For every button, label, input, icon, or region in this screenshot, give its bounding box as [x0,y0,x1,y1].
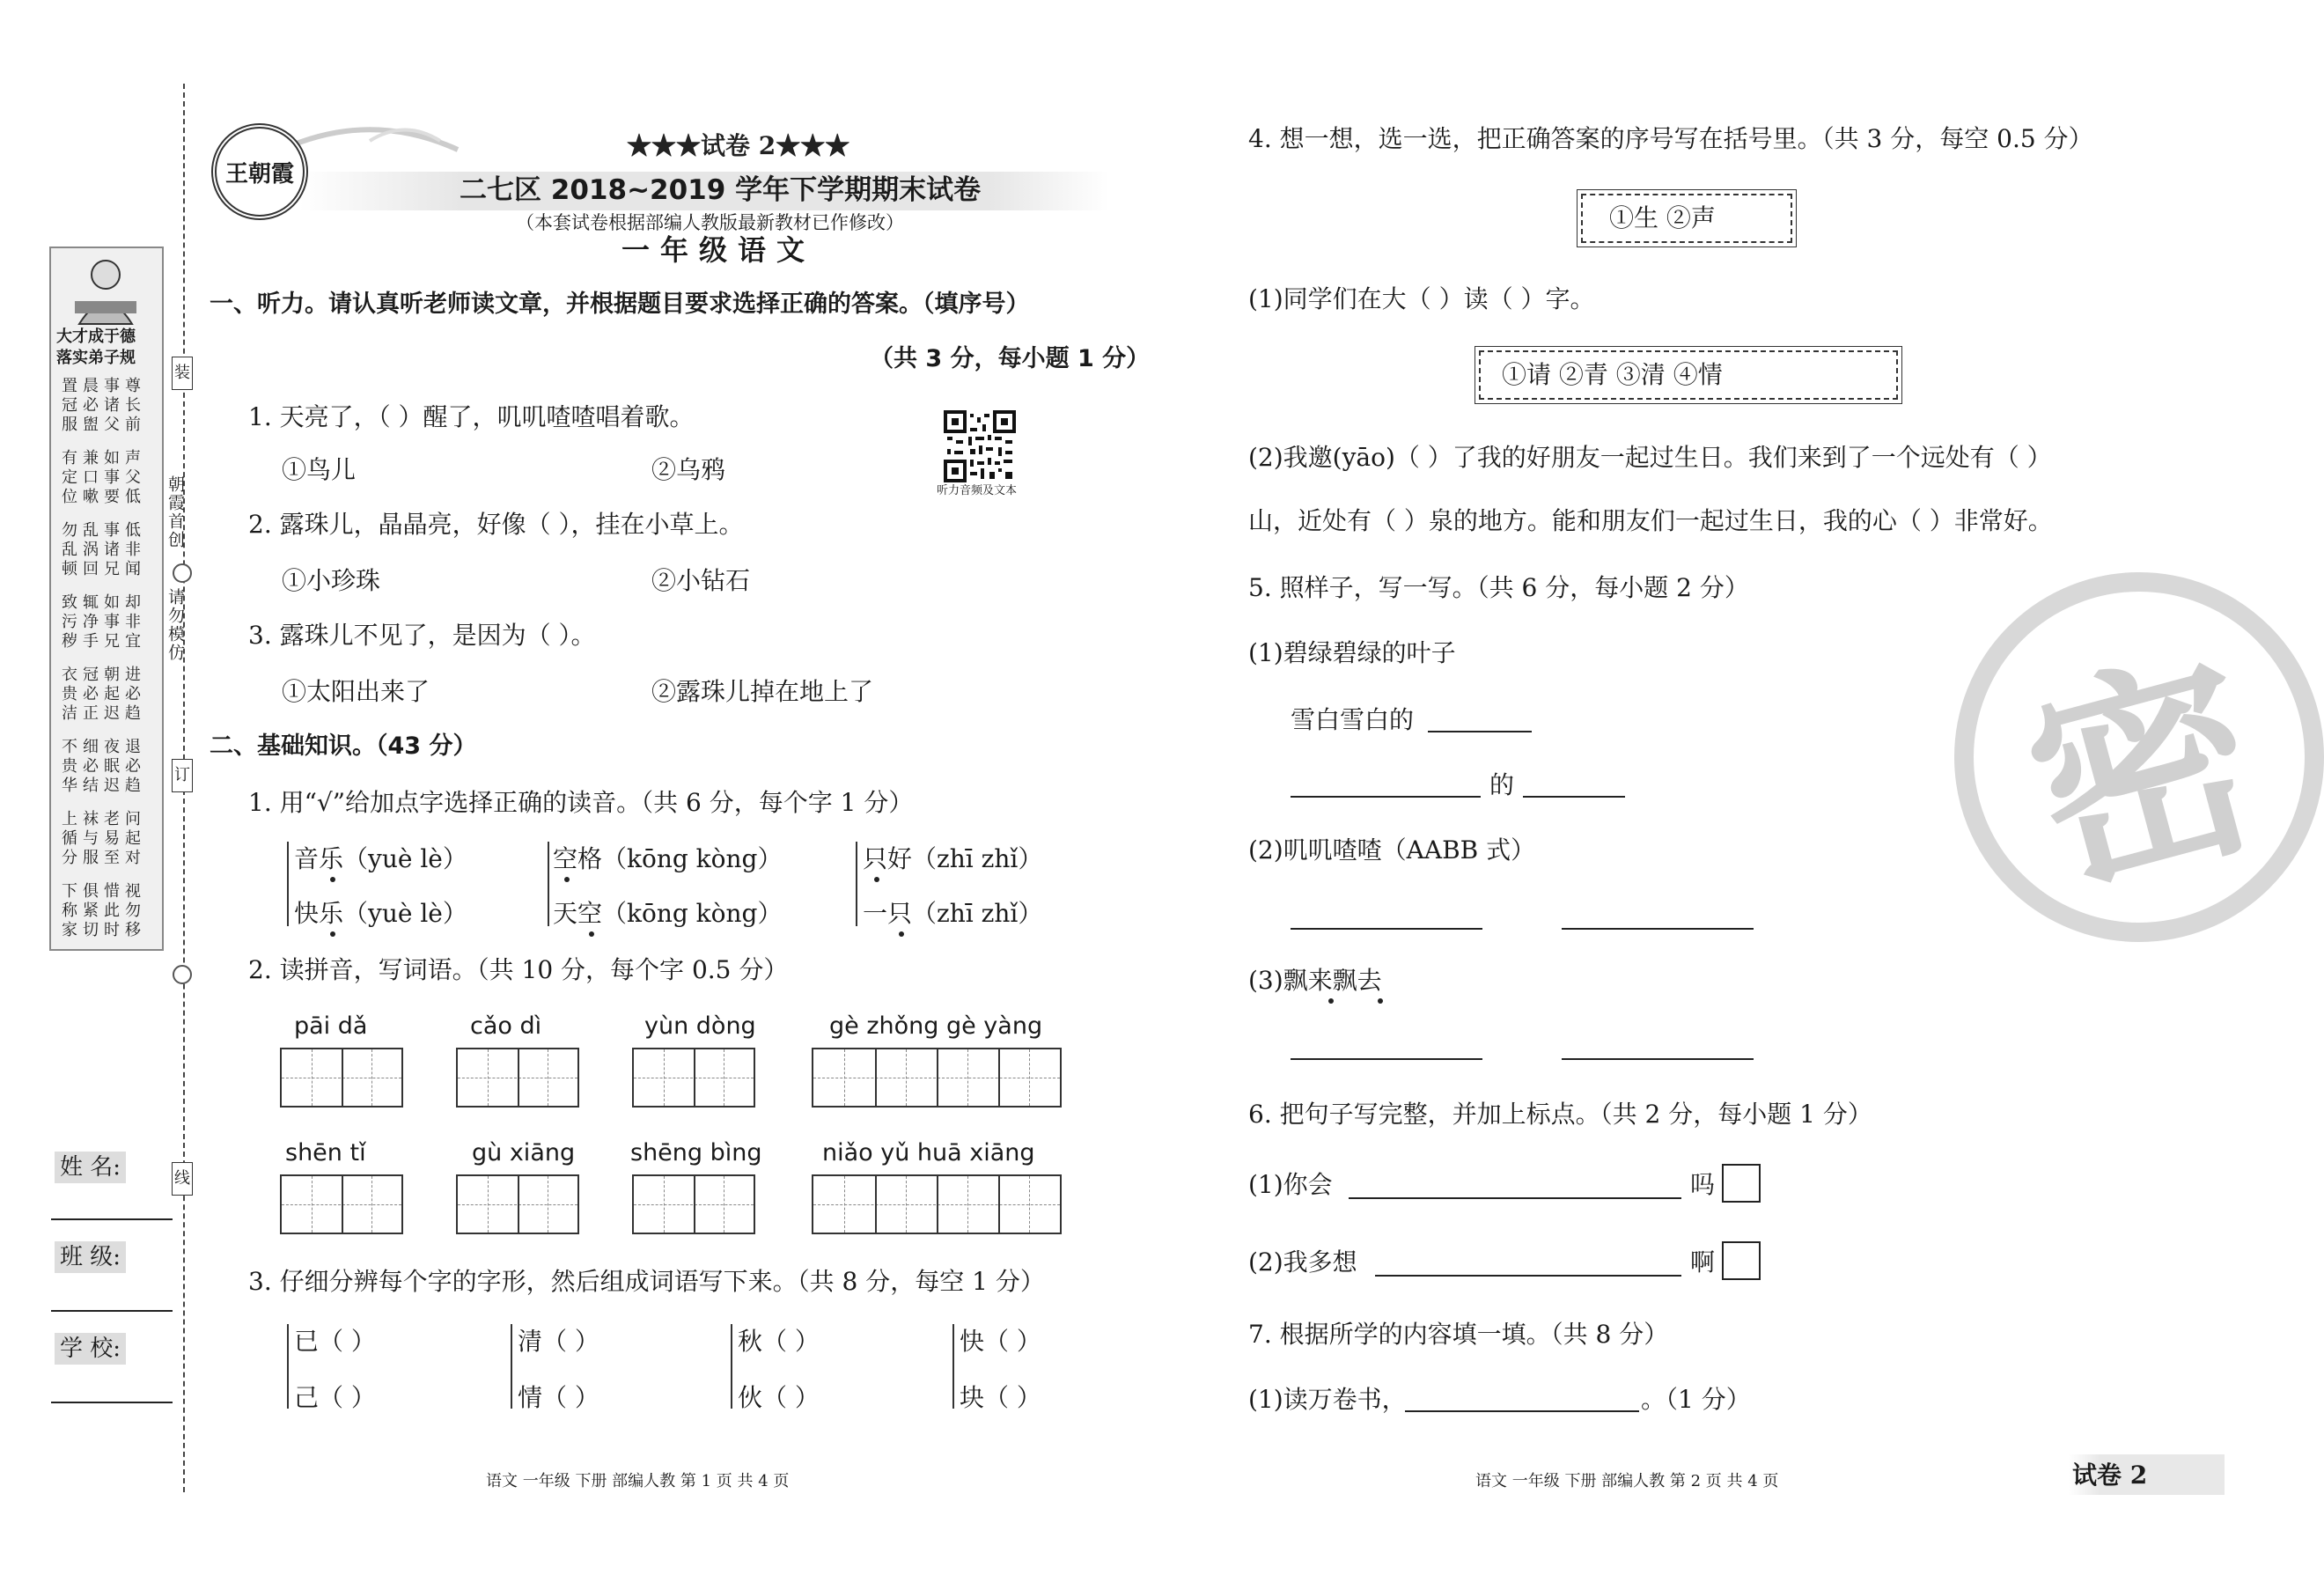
answer-line[interactable] [1375,1275,1681,1277]
sidebar-verse: 夜眠迟 [101,738,120,796]
sidebar-verse: 退必趋 [122,738,141,796]
answer-line[interactable] [1349,1197,1681,1199]
answer-line[interactable] [1405,1410,1639,1412]
sidebar-verse: 尊长前 [122,377,141,435]
emphasis-dot [1328,998,1334,1004]
pinyin-label: pāi dǎ [294,1012,368,1040]
emphasis-dot [1378,998,1383,1004]
sidebar-verse: 如事要 [101,449,120,507]
pinyin-label: shēn tǐ [285,1139,366,1167]
writing-grid[interactable] [456,1174,579,1234]
pron-item[interactable]: 一只（zhī zhǐ） [863,899,1043,928]
sidebar-verse: 袜与服 [80,810,99,868]
sidebar-verse: 俱紧切 [80,882,99,940]
char-item[interactable]: 己（ ） [294,1383,376,1412]
punctuation-box[interactable] [1722,1241,1761,1280]
s1-q2-option-b: ②小钻石 [651,566,751,595]
r-q5-2: (2)叽叽喳喳（AABB 式） [1248,835,1536,865]
pron-item[interactable]: 只好（zhī zhǐ） [863,844,1043,873]
pinyin-label: niǎo yǔ huā xiāng [822,1139,1035,1167]
writing-grid[interactable] [280,1174,403,1234]
sidebar-verse: 下称家 [59,882,77,940]
option-box-1-text: ①生 ②声 [1609,203,1716,232]
sidebar-verse: 朝起迟 [101,666,120,724]
sidebar-verse: 如事兄 [101,593,120,651]
sidebar-verse: 致污秽 [59,593,77,651]
option-box-2-text: ①请 ②青 ③清 ④情 [1502,360,1723,389]
r-q6-1b: 吗 [1690,1170,1716,1199]
char-bar [952,1324,954,1409]
s2-q3: 3. 仔细分辨每个字的字形，然后组成词语写下来。（共 8 分，每空 1 分） [248,1267,1045,1296]
footer-right: 语文 一年级 下册 部编人教 第 2 页 共 4 页 [1475,1472,1779,1490]
school-line[interactable] [51,1402,173,1403]
sidebar-verse: 辄净手 [80,593,99,651]
r-q5-1a: 雪白雪白的 [1291,705,1415,734]
pinyin-label: shēng bìng [630,1139,762,1167]
char-item[interactable]: 伙（ ） [738,1383,820,1412]
section-1-heading: 一、听力。请认真听老师读文章，并根据题目要求选择正确的答案。（填序号） [210,291,1030,318]
r-q7-1a: (1)读万卷书， [1248,1385,1407,1414]
sidebar-verse: 进必趋 [122,666,141,724]
sidebar-verse: 却非宜 [122,593,141,651]
pinyin-label: cǎo dì [470,1012,542,1040]
qr-caption: 听力音频及文本 [937,484,1018,497]
emphasis-dot [330,877,335,882]
r-q6-1a: (1)你会 [1248,1170,1333,1199]
sidebar-verse: 声父低 [122,449,141,507]
s1-q2-option-a: ①小珍珠 [282,566,381,595]
pron-bar-2 [548,842,549,926]
sidebar-verse: 问起对 [122,810,141,868]
answer-line[interactable] [1562,1058,1754,1060]
sidebar-verse: 惜此时 [101,882,120,940]
s2-q1: 1. 用“√”给加点字选择正确的读音。（共 6 分，每个字 1 分） [248,788,914,817]
sidebar-vertical-note-2: 请勿模仿 [165,588,185,662]
char-item[interactable]: 情（ ） [518,1383,599,1412]
sidebar-verse: 有定位 [59,449,77,507]
sidebar-verse: 不贵华 [59,738,77,796]
char-bar [287,1324,289,1409]
r-q4-2a: (2)我邀(yāo)（ ）了我的好朋友一起过生日。我们来到了一个远处有（ ） [1248,443,2052,472]
sidebar-verse: 老易至 [101,810,120,868]
pron-item[interactable]: 天空（kōng kòng） [553,899,783,928]
confidential-stamp [1954,572,2324,942]
edition-note: （本套试卷根据部编人教版最新教材已作修改） [516,212,904,233]
char-item[interactable]: 秋（ ） [738,1327,820,1356]
pron-item[interactable]: 空格（kōng kòng） [553,844,783,873]
char-item[interactable]: 块（ ） [960,1383,1041,1412]
sidebar-scholar-figure [62,255,150,326]
r-q7-1b: 。（1 分） [1641,1385,1751,1414]
r-q6: 6. 把句子写完整，并加上标点。（共 2 分，每小题 1 分） [1248,1100,1872,1129]
char-item[interactable]: 清（ ） [518,1327,599,1356]
cut-mark-1: 装 [172,357,193,390]
sidebar-verse: 兼口嗽 [80,449,99,507]
s2-q2: 2. 读拼音，写词语。（共 10 分，每个字 0.5 分） [248,955,789,984]
s1-q1-option-a: ①鸟儿 [282,455,357,484]
sidebar-verse: 冠必正 [80,666,99,724]
answer-line[interactable] [1523,796,1625,798]
r-q5-3: (3)飘来飘去 [1248,966,1382,995]
char-bar [731,1324,732,1409]
section-1-score: （共 3 分，每小题 1 分） [870,345,1151,372]
answer-line[interactable] [1428,731,1532,732]
logo-text: 王朝霞 [224,160,294,188]
answer-line[interactable] [1291,1058,1482,1060]
exam-title: 二七区 2018~2019 学年下学期期末试卷 [460,174,982,206]
stamp-text: 密 [2004,622,2284,928]
writing-grid[interactable] [812,1048,1062,1108]
sidebar-motto-1: 大才成于德 [56,328,136,346]
r-q5-1: (1)碧绿碧绿的叶子 [1248,638,1456,667]
sidebar-verse: 置冠服 [59,377,77,435]
sidebar-vertical-note-1: 朝霞首创 [165,475,185,549]
writing-grid[interactable] [280,1048,403,1108]
cut-mark-3: 线 [172,1162,193,1196]
r-q7: 7. 根据所学的内容填一填。（共 8 分） [1248,1320,1669,1349]
sidebar-verse: 衣贵洁 [59,666,77,724]
writing-grid[interactable] [812,1174,1062,1234]
r-q5-1b: 的 [1489,770,1515,799]
school-label: 学 校: [55,1333,126,1365]
name-line[interactable] [51,1218,173,1220]
s1-q3-option-b: ②露珠儿掉在地上了 [651,677,874,706]
r-q4: 4. 想一想，选一选，把正确答案的序号写在括号里。（共 3 分，每空 0.5 分） [1248,124,2093,153]
s1-q3: 3. 露珠儿不见了，是因为（ ）。 [248,621,596,650]
s1-q1: 1. 天亮了，（ ）醒了，叽叽喳喳唱着歌。 [248,402,695,431]
sidebar-verse: 事诸兄 [101,521,120,579]
r-q4-2b: 山，近处有（ ）泉的地方。能和朋友们一起过生日，我的心（ ）非常好。 [1248,506,2053,535]
class-line[interactable] [51,1310,173,1312]
pron-bar-3 [856,842,857,926]
footer-tag: 试卷 2 [2072,1461,2148,1490]
pron-bar-1 [287,842,289,926]
emphasis-dot [564,877,570,882]
binding-hole-2 [173,965,192,984]
emphasis-dot [874,877,879,882]
answer-line[interactable] [1291,796,1481,798]
emphasis-dot [330,931,335,937]
footer-left: 语文 一年级 下册 部编人教 第 1 页 共 4 页 [486,1472,790,1490]
answer-line[interactable] [1291,928,1482,930]
r-q6-2a: (2)我多想 [1248,1247,1357,1277]
s1-q1-option-b: ②乌鸦 [651,455,726,484]
answer-line[interactable] [1562,928,1754,930]
sidebar-verse: 细必结 [80,738,99,796]
sidebar-verse: 乱涡回 [80,521,99,579]
sidebar-verse: 事诸父 [101,377,120,435]
logo-badge [211,123,308,220]
s1-q2: 2. 露珠儿，晶晶亮，好像（ ），挂在小草上。 [248,510,744,539]
subject-title: 一年级语文 [621,233,816,267]
pron-item[interactable]: 快乐（yuè lè） [294,899,467,928]
r-q6-2b: 啊 [1690,1247,1716,1277]
name-label: 姓 名: [55,1152,126,1183]
char-item[interactable]: 已（ ） [294,1327,376,1356]
emphasis-dot [589,931,594,937]
qr-code[interactable] [944,410,1016,482]
writing-grid[interactable] [632,1048,755,1108]
sidebar-motto-2: 落实弟子规 [56,349,136,367]
pinyin-label: gè zhǒng gè yàng [829,1012,1043,1040]
pinyin-label: yùn dòng [644,1012,756,1040]
binding-hole-1 [173,563,192,583]
char-bar [511,1324,512,1409]
sidebar-verse: 视勿移 [122,882,141,940]
emphasis-dot [899,931,904,937]
s1-q3-option-a: ①太阳出来了 [282,677,430,706]
sidebar-verse: 上循分 [59,810,77,868]
writing-grid[interactable] [456,1048,579,1108]
pinyin-label: gù xiāng [472,1139,576,1167]
class-label: 班 级: [55,1241,126,1273]
sidebar-verse: 勿乱顿 [59,521,77,579]
cut-mark-2: 订 [172,759,193,792]
paper-series: ★★★试卷 2★★★ [627,131,850,160]
r-q4-1: (1)同学们在大（ ）读（ ）字。 [1248,284,1595,313]
r-q5: 5. 照样子，写一写。（共 6 分，每小题 2 分） [1248,573,1749,602]
punctuation-box[interactable] [1722,1164,1761,1203]
sidebar-verse: 晨必盥 [80,377,99,435]
sidebar-verse: 低非闻 [122,521,141,579]
pron-item[interactable]: 音乐（yuè lè） [294,844,467,873]
section-2-heading: 二、基础知识。（43 分） [210,732,477,760]
writing-grid[interactable] [632,1174,755,1234]
char-item[interactable]: 快（ ） [960,1327,1041,1356]
